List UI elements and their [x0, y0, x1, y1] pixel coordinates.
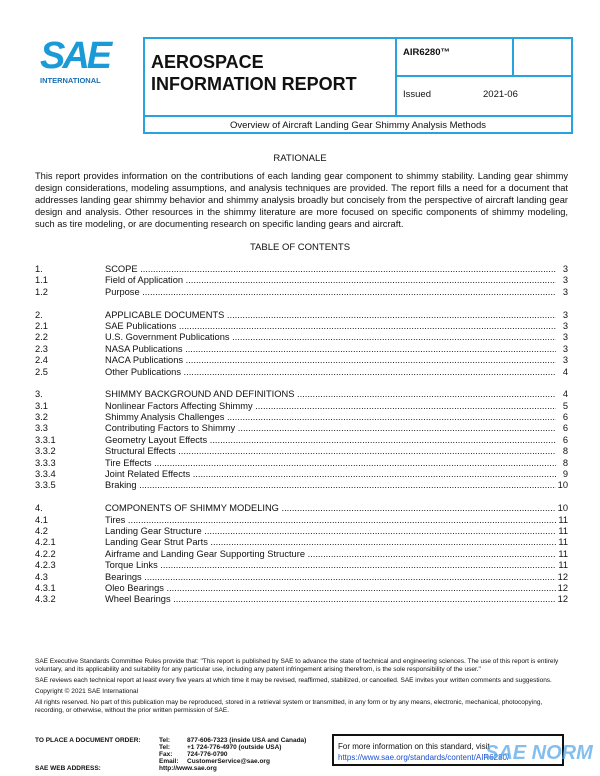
toc-number: 3. [35, 389, 43, 400]
toc-page: 11 [556, 526, 568, 537]
footer-rights: All rights reserved. No part of this publication may be reproduced, stored in a retrieval system or transmitted, in any form or by any means, electronic, mechanical, photocopying, recording, or otherwise, without the prior written permission of SAE. [35, 699, 543, 714]
toc-title: Bearings ..... [105, 572, 556, 583]
toc-page: 8 [556, 458, 568, 469]
toc-number: 1.2 [35, 286, 48, 297]
toc-page: 3 [556, 264, 568, 275]
footer-rules: SAE Executive Standards Committee Rules provide that: "This report is published by SAE to advance the state of technical and engineering sciences. The use of this report is entirely voluntary, and its applicability and suitability for any particular use, including any patent infringement arising therefrom, is the sole responsibility of the user." [35, 658, 559, 673]
toc-page: 11 [556, 560, 568, 571]
toc-number: 4.2 [35, 525, 48, 536]
more-info-text: For more information on this standard, visit [338, 742, 490, 751]
toc-title: Tires ..... [105, 515, 556, 526]
toc-spacer [35, 492, 568, 503]
toc-entry[interactable] [35, 401, 568, 412]
toc-title: SAE Publications ..... [105, 321, 556, 332]
toc-number: 1.1 [35, 275, 48, 286]
toc-page: 12 [557, 594, 568, 605]
toc-title: Shimmy Analysis Challenges ..... [105, 412, 556, 423]
rationale-text: This report provides information on the contributions of each landing gear component to shimmy stability. Landing gear shimmy design considerations, modeling assumptions, and analysis techniques are provided. The report fills a need for a document that addresses landing gear shimmy behavior and shimmy analysis broadly but concisely from the perspective of aircraft landing gear design and analysis. Other resources in the shimmy literature are more focused on specific components of shimmy modeling, such as tire modeling, or are documenting research on specific landing gears and aircraft. [35, 171, 568, 229]
toc-title: Nonlinear Factors Affecting Shimmy ..... [105, 401, 556, 412]
toc-number: 4.3.2 [35, 594, 56, 605]
tel1: 877-606-7323 (inside USA and Canada) [187, 737, 307, 744]
toc-title: Wheel Bearings ..... [105, 594, 556, 605]
toc-entry[interactable] [35, 435, 568, 446]
toc-page: 12 [557, 582, 568, 593]
toc-entry[interactable] [35, 321, 568, 332]
toc-number: 3.2 [35, 412, 48, 423]
toc-number: 4.2.3 [35, 560, 56, 571]
toc-number: 4.1 [35, 514, 48, 525]
toc-number: 2.2 [35, 332, 48, 343]
fax-label: Fax: [159, 751, 173, 758]
toc-page: 3 [556, 344, 568, 355]
toc-page: 3 [556, 355, 568, 366]
toc-title: Torque Links ..... [105, 560, 556, 571]
toc-page: 3 [556, 310, 568, 321]
toc-page: 4 [556, 389, 568, 400]
toc-title: Contributing Factors to Shimmy ..... [105, 423, 556, 434]
issued-label: Issued [403, 89, 431, 100]
toc-number: 2. [35, 309, 43, 320]
toc-entry[interactable] [35, 446, 568, 457]
toc-entry[interactable] [35, 594, 568, 605]
watermark: SAE NORM [485, 742, 593, 764]
toc-title: Oleo Bearings ..... [105, 583, 556, 594]
toc-entry[interactable] [35, 287, 568, 298]
toc-page: 6 [556, 435, 568, 446]
toc-page: 3 [556, 321, 568, 332]
toc-page: 4 [556, 367, 568, 378]
toc-spacer [35, 378, 568, 389]
toc-entry[interactable] [35, 332, 568, 343]
tel1-label: Tel: [159, 737, 171, 744]
toc-title: Tire Effects ..... [105, 458, 556, 469]
toc-page: 11 [556, 549, 568, 560]
toc-entry[interactable] [35, 549, 568, 560]
toc-number: 2.5 [35, 366, 48, 377]
standard-link[interactable]: https://www.sae.org/standards/content/AIR6280/ [338, 753, 510, 762]
toc-number: 1. [35, 264, 43, 274]
toc-heading: TABLE OF CONTENTS [249, 242, 351, 253]
toc-title: APPLICABLE DOCUMENTS ..... [105, 310, 556, 321]
footer-notes [35, 658, 568, 718]
toc-title: SHIMMY BACKGROUND AND DEFINITIONS ..... [105, 389, 556, 400]
logo-subtext: INTERNATIONAL [40, 76, 101, 85]
toc-title: Other Publications ..... [105, 367, 556, 378]
toc-page: 3 [556, 287, 568, 298]
toc-entry[interactable] [35, 503, 568, 514]
toc-entry[interactable] [35, 537, 568, 548]
toc-title: Airframe and Landing Gear Supporting Structure ..... [105, 549, 556, 560]
toc-page: 10 [557, 480, 568, 491]
toc-title: COMPONENTS OF SHIMMY MODELING ..... [105, 503, 556, 514]
toc-number: 3.3.5 [35, 480, 56, 491]
toc-entry[interactable] [35, 423, 568, 434]
email-link[interactable]: CustomerService@sae.org [187, 758, 270, 765]
toc-entry[interactable] [35, 458, 568, 469]
header-box [143, 37, 573, 134]
toc-entry[interactable] [35, 515, 568, 526]
toc-page: 3 [556, 275, 568, 286]
toc-entry[interactable] [35, 264, 568, 275]
toc-title: U.S. Government Publications ..... [105, 332, 556, 343]
toc-page: 8 [556, 446, 568, 457]
toc-title: Geometry Layout Effects ..... [105, 435, 556, 446]
table-of-contents [35, 264, 568, 606]
toc-page: 9 [556, 469, 568, 480]
toc-page: 12 [557, 571, 568, 582]
toc-entry[interactable] [35, 412, 568, 423]
logo-text: SAE [40, 35, 110, 77]
web-label: SAE WEB ADDRESS: [35, 765, 101, 772]
toc-entry[interactable] [35, 367, 568, 378]
toc-entry[interactable] [35, 344, 568, 355]
document-title: Overview of Aircraft Landing Gear Shimmy Analysis Methods [229, 120, 487, 131]
toc-entry[interactable] [35, 389, 568, 400]
toc-number: 3.3 [35, 423, 48, 434]
issued-cell [397, 77, 571, 117]
toc-title: NASA Publications ..... [105, 344, 556, 355]
toc-title: Joint Related Effects ..... [105, 469, 556, 480]
rationale-heading: RATIONALE [273, 153, 327, 164]
toc-page: 6 [556, 423, 568, 434]
type-line-2: INFORMATION REPORT [151, 74, 357, 94]
toc-number: 4. [35, 503, 43, 514]
toc-title: Landing Gear Strut Parts ..... [105, 537, 556, 548]
toc-page: 3 [556, 332, 568, 343]
toc-number: 4.3 [35, 571, 48, 582]
toc-number: 2.4 [35, 355, 48, 366]
toc-page: 11 [556, 515, 568, 526]
toc-number: 4.2.2 [35, 548, 56, 559]
toc-title: Landing Gear Structure ..... [105, 526, 556, 537]
issued-date: 2021-06 [483, 89, 518, 100]
toc-entry[interactable] [35, 526, 568, 537]
toc-page: 6 [556, 412, 568, 423]
toc-entry[interactable] [35, 583, 568, 594]
toc-entry[interactable] [35, 310, 568, 321]
toc-title: Purpose ..... [105, 287, 556, 298]
toc-entry[interactable] [35, 560, 568, 571]
toc-number: 3.3.3 [35, 457, 56, 468]
email-label: Email: [159, 758, 179, 765]
toc-page: 10 [557, 503, 568, 514]
tel2: +1 724-776-4970 (outside USA) [187, 744, 282, 751]
toc-number: 2.1 [35, 320, 48, 331]
toc-spacer [35, 298, 568, 309]
toc-entry[interactable] [35, 480, 568, 491]
toc-page: 11 [556, 537, 568, 548]
web-link[interactable]: http://www.sae.org [159, 765, 217, 772]
toc-title: Braking ..... [105, 480, 556, 491]
type-line-1: AEROSPACE [151, 52, 264, 72]
toc-number: 4.2.1 [35, 537, 56, 548]
document-type [145, 39, 397, 117]
footer-copyright: Copyright © 2021 SAE International [35, 688, 139, 695]
tel2-label: Tel: [159, 744, 171, 751]
toc-entry[interactable] [35, 572, 568, 583]
blank-cell [514, 39, 571, 77]
toc-title: Structural Effects ..... [105, 446, 556, 457]
toc-number: 3.3.1 [35, 434, 56, 445]
toc-entry[interactable] [35, 275, 568, 286]
fax: 724-776-0790 [187, 751, 228, 758]
doc-number: AIR6280™ [397, 39, 514, 77]
toc-entry[interactable] [35, 355, 568, 366]
toc-title: NACA Publications ..... [105, 355, 556, 366]
toc-number: 3.1 [35, 400, 48, 411]
toc-number: 3.3.2 [35, 446, 56, 457]
toc-number: 3.3.4 [35, 469, 56, 480]
toc-page: 5 [556, 401, 568, 412]
toc-number: 2.3 [35, 343, 48, 354]
toc-title: SCOPE ..... [105, 264, 556, 275]
footer-review: SAE reviews each technical report at least every five years at which time it may be revised, reaffirmed, stabilized, or cancelled. SAE invites your written comments and suggestions. [35, 677, 552, 684]
toc-title: Field of Application ..... [105, 275, 556, 286]
order-label: TO PLACE A DOCUMENT ORDER: [35, 737, 141, 744]
sae-logo [40, 35, 120, 85]
toc-number: 4.3.1 [35, 582, 56, 593]
toc-entry[interactable] [35, 469, 568, 480]
